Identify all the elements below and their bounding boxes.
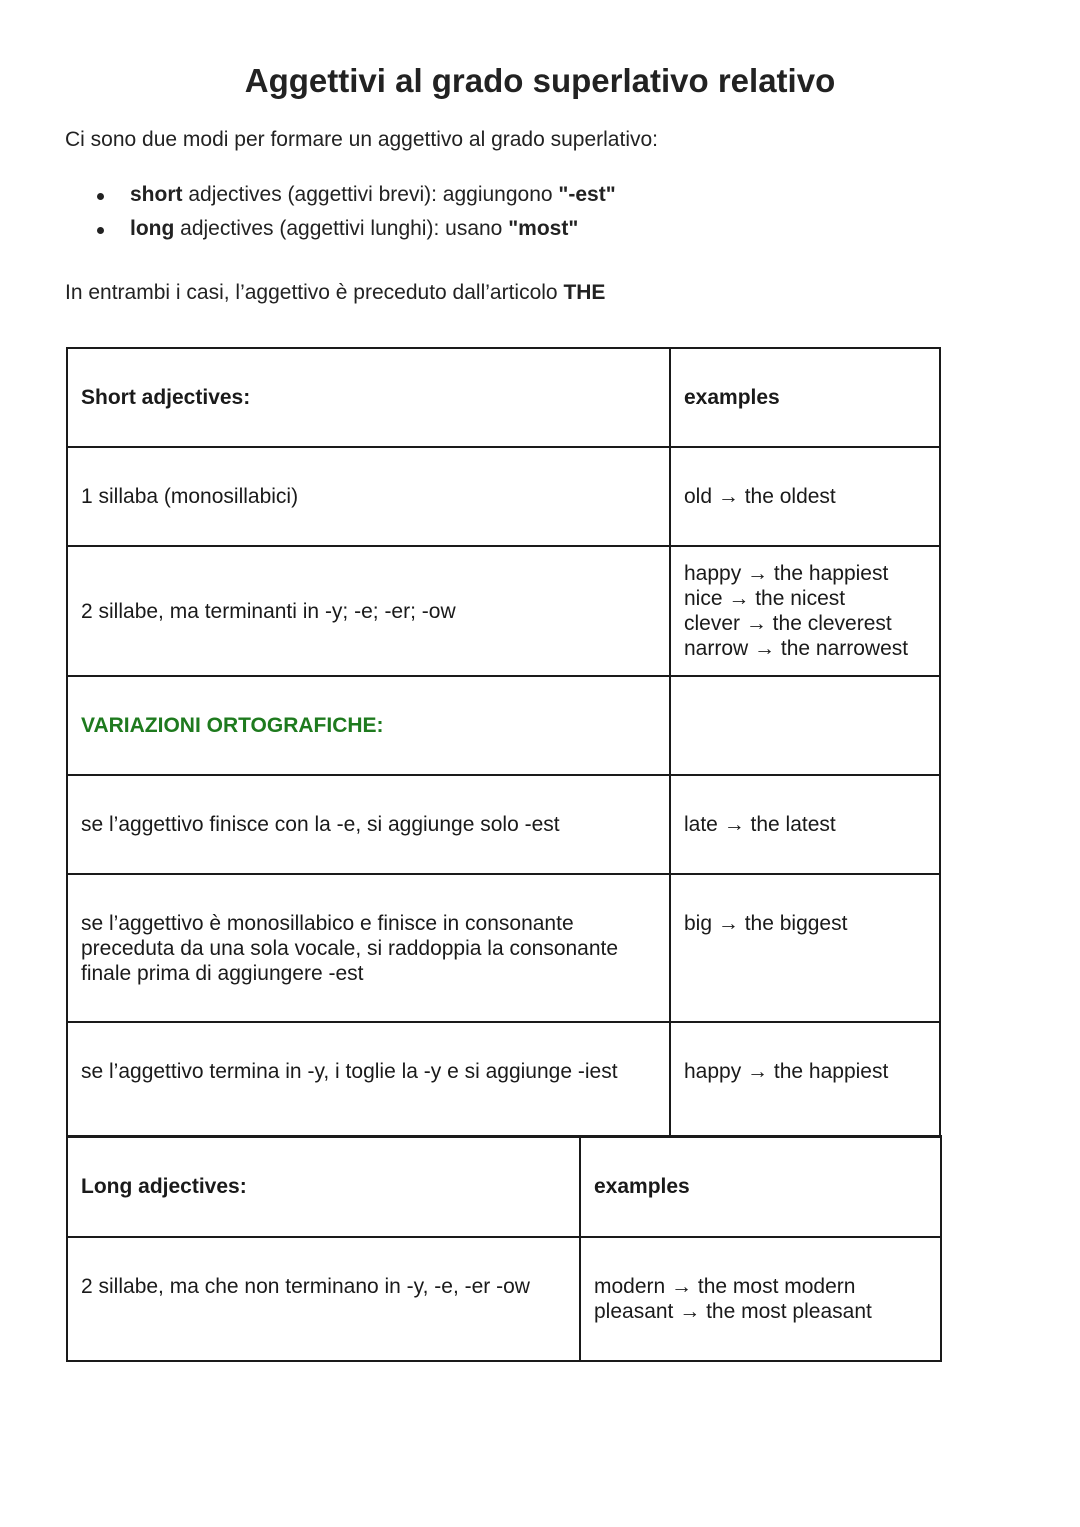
short-adjectives-table [66, 347, 941, 1137]
table-row [67, 775, 940, 874]
bullet-item-short [65, 178, 616, 212]
example-cell: happy → the happiest [670, 1022, 940, 1136]
header-cell-rule: Long adjectives: [67, 1137, 580, 1237]
example-cell-empty [670, 676, 940, 775]
bullet-item-long [65, 212, 616, 246]
rule-cell: se l’aggettivo termina in -y, i toglie la -y e si aggiunge -iest [67, 1022, 670, 1136]
article-note [65, 281, 605, 305]
table-row [67, 1022, 940, 1136]
example-cell: late → the latest [670, 775, 940, 874]
bullet-text: adjectives (aggettivi brevi): aggiungono [182, 183, 559, 206]
bullet-dot-icon [97, 193, 104, 200]
bullet-bold-suffix: "-est" [558, 183, 616, 206]
table-row [67, 676, 940, 775]
bullet-bold-term: long [130, 217, 175, 240]
rule-cell: 2 sillabe, ma che non terminano in -y, -e, -er -ow [67, 1237, 580, 1361]
table-header-row [67, 348, 940, 447]
header-cell-examples: examples [670, 348, 940, 447]
long-adjectives-table [66, 1135, 942, 1362]
rule-cell: 1 sillaba (monosillabici) [67, 447, 670, 546]
bullet-bold-suffix: "most" [508, 217, 579, 240]
table-row [67, 1237, 941, 1361]
example-cell: modern → the most modern pleasant → the most pleasant [580, 1237, 941, 1361]
variations-heading-cell: VARIAZIONI ORTOGRAFICHE: [67, 676, 670, 775]
table-header-row [67, 1137, 941, 1237]
table-row [67, 447, 940, 546]
table-row [67, 546, 940, 676]
header-cell-rule: Short adjectives: [67, 348, 670, 447]
intro-text: Ci sono due modi per formare un aggettivo al grado superlativo: [65, 128, 659, 151]
example-cell: old → the oldest [670, 447, 940, 546]
table-row [67, 874, 940, 1022]
bullet-dot-icon [97, 227, 104, 234]
example-cell: big → the biggest [670, 874, 940, 1022]
rule-cell: se l’aggettivo finisce con la -e, si aggiunge solo -est [67, 775, 670, 874]
note-text: In entrambi i casi, l’aggettivo è preceduto dall’articolo [65, 281, 564, 304]
page-title: Aggettivi al grado superlativo relativo [244, 62, 836, 99]
bullet-text: adjectives (aggettivi lunghi): usano [174, 217, 509, 240]
header-cell-examples: examples [580, 1137, 941, 1237]
example-cell: happy → the happiest nice → the nicest clever → the cleverest narrow → the narrowest [670, 546, 940, 676]
bullet-bold-term: short [130, 183, 183, 206]
note-bold: THE [563, 281, 606, 304]
bullet-list [65, 178, 616, 246]
rule-cell: se l’aggettivo è monosillabico e finisce in consonante preceduta da una sola vocale, si raddoppia la consonante finale prima di aggiungere -est [67, 874, 670, 1022]
rule-cell: 2 sillabe, ma terminanti in -y; -e; -er; -ow [67, 546, 670, 676]
